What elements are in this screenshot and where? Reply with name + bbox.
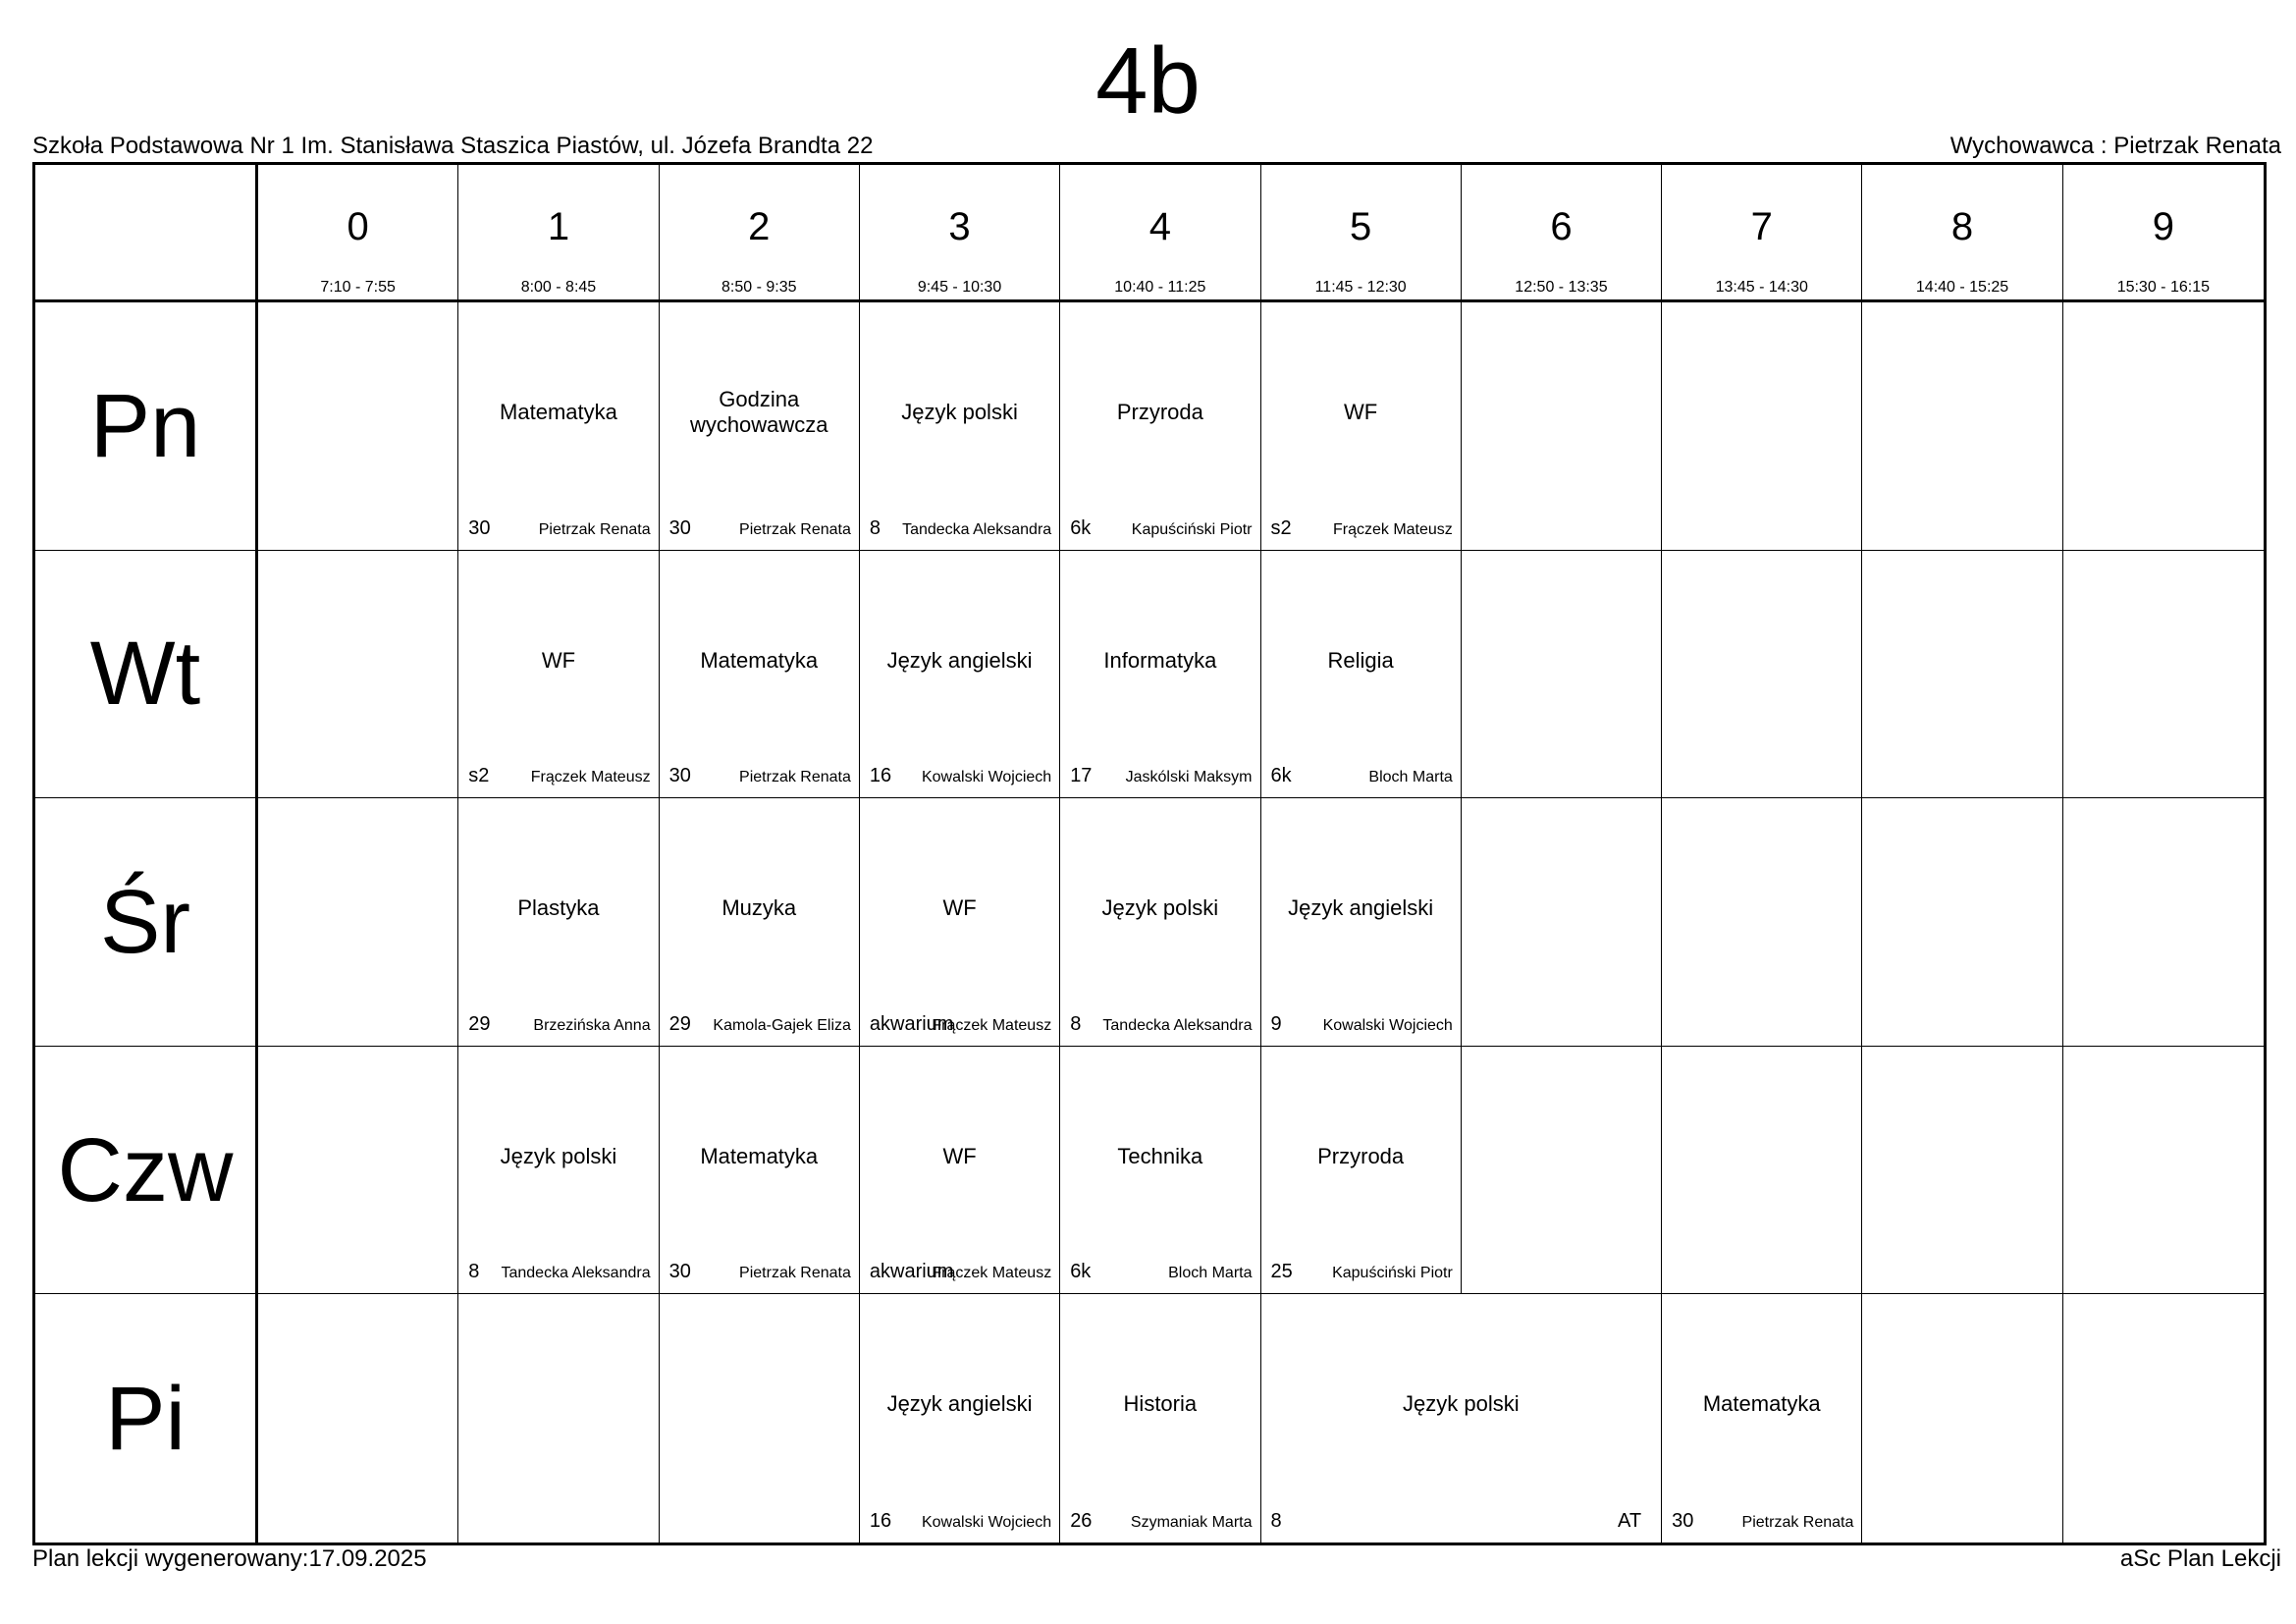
lesson-room: 17 xyxy=(1070,765,1093,787)
day-cell-czw xyxy=(35,1047,258,1295)
lesson-cell[interactable] xyxy=(1060,302,1260,551)
lesson-cell[interactable] xyxy=(1060,1294,1260,1543)
school-name: Szkoła Podstawowa Nr 1 Im. Stanisława Staszica Piastów, ul. Józefa Brandta 22 xyxy=(32,133,874,159)
period-time: 7:10 - 7:55 xyxy=(320,279,396,296)
lesson-teacher: Kowalski Wojciech xyxy=(921,1514,1052,1531)
lesson-room: 30 xyxy=(468,516,491,539)
lesson-room: s2 xyxy=(1270,516,1292,539)
lesson-cell[interactable] xyxy=(660,302,860,551)
empty-cell xyxy=(2063,551,2264,799)
empty-cell xyxy=(1462,1047,1662,1295)
lesson-teacher: Pietrzak Renata xyxy=(739,520,851,538)
lesson-cell[interactable] xyxy=(458,798,659,1047)
empty-cell xyxy=(1462,302,1662,551)
day-cell-pn xyxy=(35,302,258,551)
lesson-room: 16 xyxy=(869,765,892,787)
day-cell-pi xyxy=(35,1294,258,1543)
period-time: 11:45 - 12:30 xyxy=(1314,279,1407,296)
lesson-subject: Muzyka xyxy=(721,895,797,921)
lesson-teacher: Pietrzak Renata xyxy=(538,520,651,538)
lesson-subject: Plastyka xyxy=(517,895,600,921)
lesson-room: 26 xyxy=(1070,1510,1093,1532)
lesson-room: 6k xyxy=(1070,1261,1092,1283)
lesson-cell[interactable] xyxy=(660,551,860,799)
lesson-subject: Język angielski xyxy=(886,1391,1033,1417)
lesson-cell[interactable] xyxy=(1060,1047,1260,1295)
empty-cell xyxy=(1862,1047,2062,1295)
period-number: 4 xyxy=(1148,205,1171,248)
lesson-teacher: Kapuściński Piotr xyxy=(1131,520,1253,538)
lesson-subject: Język angielski xyxy=(886,647,1033,673)
lesson-cell[interactable] xyxy=(1060,798,1260,1047)
software-name: aSc Plan Lekcji xyxy=(2119,1545,2281,1572)
period-number: 2 xyxy=(748,205,771,248)
lesson-room: 29 xyxy=(668,1012,691,1035)
lesson-teacher: Kowalski Wojciech xyxy=(921,769,1052,786)
period-number: 5 xyxy=(1350,205,1372,248)
period-header-4 xyxy=(1060,165,1260,302)
lesson-room: 30 xyxy=(668,516,691,539)
lesson-teacher: AT xyxy=(1618,1510,1642,1532)
lesson-cell[interactable] xyxy=(1261,302,1462,551)
lesson-subject: Informatyka xyxy=(1103,647,1217,673)
empty-cell xyxy=(458,1294,659,1543)
period-header-8 xyxy=(1862,165,2062,302)
corner-cell xyxy=(35,165,258,302)
lesson-cell-double[interactable] xyxy=(1261,1294,1663,1543)
empty-cell xyxy=(1662,302,1862,551)
timetable-grid xyxy=(32,162,2267,1545)
lesson-teacher: Tandecka Aleksandra xyxy=(1102,1016,1253,1034)
lesson-subject: Język polski xyxy=(901,400,1018,424)
empty-cell xyxy=(1862,798,2062,1047)
lesson-teacher: Pietrzak Renata xyxy=(739,1265,851,1282)
empty-cell xyxy=(2063,302,2264,551)
lesson-cell[interactable] xyxy=(860,551,1060,799)
period-number: 9 xyxy=(2152,205,2174,248)
lesson-subject: Matematyka xyxy=(1702,1391,1821,1417)
lesson-teacher: Jaskólski Maksym xyxy=(1125,769,1253,786)
lesson-room: 30 xyxy=(668,765,691,787)
lesson-teacher: Kowalski Wojciech xyxy=(1322,1016,1453,1034)
lesson-subject: WF xyxy=(1344,400,1378,424)
lesson-teacher: Frączek Mateusz xyxy=(932,1265,1052,1282)
empty-cell xyxy=(2063,1294,2264,1543)
lesson-subject: Język angielski xyxy=(1288,895,1434,921)
lesson-cell[interactable] xyxy=(1662,1294,1862,1543)
lesson-cell[interactable] xyxy=(458,302,659,551)
empty-cell xyxy=(258,551,458,799)
lesson-cell[interactable] xyxy=(860,302,1060,551)
period-header-3 xyxy=(860,165,1060,302)
lesson-cell[interactable] xyxy=(458,1047,659,1295)
period-header-9 xyxy=(2063,165,2264,302)
lesson-cell[interactable] xyxy=(860,1294,1060,1543)
lesson-subject: Matematyka xyxy=(700,1143,819,1168)
lesson-cell[interactable] xyxy=(1261,798,1462,1047)
period-header-1 xyxy=(458,165,659,302)
period-number: 7 xyxy=(1750,205,1773,248)
lesson-cell[interactable] xyxy=(1060,551,1260,799)
empty-cell xyxy=(1862,551,2062,799)
period-time: 8:50 - 9:35 xyxy=(721,279,797,296)
day-label: Pi xyxy=(105,1368,186,1469)
period-time: 8:00 - 8:45 xyxy=(520,279,597,296)
empty-cell xyxy=(1462,551,1662,799)
lesson-subject: WF xyxy=(942,895,977,921)
lesson-cell[interactable] xyxy=(1261,551,1462,799)
empty-cell xyxy=(258,1294,458,1543)
period-time: 12:50 - 13:35 xyxy=(1515,279,1608,296)
page-title: 4b xyxy=(1095,28,1201,134)
lesson-room: 8 xyxy=(468,1261,480,1283)
lesson-teacher: Bloch Marta xyxy=(1368,769,1453,786)
lesson-subject: Historia xyxy=(1123,1391,1198,1417)
empty-cell xyxy=(258,1047,458,1295)
lesson-teacher: Tandecka Aleksandra xyxy=(501,1265,651,1282)
lesson-room: 25 xyxy=(1270,1261,1293,1283)
period-number: 1 xyxy=(547,205,570,248)
empty-cell xyxy=(1662,1047,1862,1295)
lesson-room: 8 xyxy=(869,516,881,539)
period-time: 10:40 - 11:25 xyxy=(1114,279,1206,296)
lesson-teacher: Brzezińska Anna xyxy=(533,1016,651,1034)
day-label: Czw xyxy=(57,1119,234,1220)
lesson-subject: Godzina wychowawcza xyxy=(689,387,828,437)
lesson-room: 8 xyxy=(1070,1012,1082,1035)
empty-cell xyxy=(2063,798,2264,1047)
lesson-subject: Technika xyxy=(1117,1143,1203,1168)
lesson-subject: Przyroda xyxy=(1116,400,1203,424)
day-label: Śr xyxy=(100,871,190,972)
lesson-room: 6k xyxy=(1270,765,1292,787)
lesson-cell[interactable] xyxy=(1261,1047,1462,1295)
period-number: 3 xyxy=(948,205,971,248)
empty-cell xyxy=(1462,798,1662,1047)
period-header-0 xyxy=(258,165,458,302)
day-cell-wt xyxy=(35,551,258,799)
lesson-subject: Język polski xyxy=(1403,1391,1520,1417)
lesson-teacher: Kapuściński Piotr xyxy=(1332,1265,1453,1282)
empty-cell xyxy=(258,302,458,551)
lesson-room: s2 xyxy=(468,765,490,787)
period-number: 6 xyxy=(1550,205,1573,248)
period-header-5 xyxy=(1261,165,1462,302)
period-time: 14:40 - 15:25 xyxy=(1915,279,2009,296)
empty-cell xyxy=(1662,551,1862,799)
lesson-subject: Matematyka xyxy=(700,647,819,673)
empty-cell xyxy=(1862,302,2062,551)
lesson-subject: Język polski xyxy=(500,1143,617,1168)
lesson-subject: WF xyxy=(942,1143,977,1168)
lesson-cell[interactable] xyxy=(860,1047,1060,1295)
lesson-teacher: Kamola-Gajek Eliza xyxy=(713,1016,851,1034)
lesson-teacher: Szymaniak Marta xyxy=(1130,1514,1253,1531)
lesson-teacher: Tandecka Aleksandra xyxy=(902,520,1052,538)
lesson-cell[interactable] xyxy=(458,551,659,799)
lesson-subject: Matematyka xyxy=(500,400,617,424)
day-label: Pn xyxy=(89,375,201,476)
generated-date: Plan lekcji wygenerowany:17.09.2025 xyxy=(32,1545,427,1572)
lesson-subject: Religia xyxy=(1327,647,1394,673)
lesson-teacher: Bloch Marta xyxy=(1168,1265,1253,1282)
lesson-subject: Język polski xyxy=(1101,895,1219,921)
lesson-teacher: Frączek Mateusz xyxy=(530,769,651,786)
lesson-room: 6k xyxy=(1070,516,1092,539)
lesson-room: 30 xyxy=(668,1261,691,1283)
lesson-teacher: Pietrzak Renata xyxy=(1741,1514,1854,1531)
empty-cell xyxy=(1862,1294,2062,1543)
empty-cell xyxy=(660,1294,860,1543)
lesson-teacher: Pietrzak Renata xyxy=(739,769,851,786)
lesson-teacher: Frączek Mateusz xyxy=(932,1016,1052,1034)
lesson-room: 9 xyxy=(1270,1012,1282,1035)
period-number: 8 xyxy=(1950,205,1974,248)
lesson-room: akwarium xyxy=(869,1012,954,1035)
lesson-room: 8 xyxy=(1270,1510,1282,1532)
lesson-cell[interactable] xyxy=(660,1047,860,1295)
lesson-teacher: Frączek Mateusz xyxy=(1332,520,1453,538)
day-cell-sr xyxy=(35,798,258,1047)
day-label: Wt xyxy=(89,623,201,725)
period-number: 0 xyxy=(347,205,369,248)
empty-cell xyxy=(2063,1047,2264,1295)
period-time: 9:45 - 10:30 xyxy=(917,279,1002,296)
lesson-cell[interactable] xyxy=(860,798,1060,1047)
class-teacher: Wychowawca : Pietrzak Renata xyxy=(1949,133,2281,159)
lesson-room: 30 xyxy=(1672,1510,1694,1532)
period-header-6 xyxy=(1462,165,1662,302)
lesson-subject: WF xyxy=(541,647,576,673)
period-header-2 xyxy=(660,165,860,302)
lesson-room: 16 xyxy=(869,1510,892,1532)
period-time: 13:45 - 14:30 xyxy=(1715,279,1808,296)
period-time: 15:30 - 16:15 xyxy=(2116,279,2210,296)
empty-cell xyxy=(1662,798,1862,1047)
empty-cell xyxy=(258,798,458,1047)
lesson-subject: Przyroda xyxy=(1317,1143,1405,1168)
lesson-cell[interactable] xyxy=(660,798,860,1047)
period-header-7 xyxy=(1662,165,1862,302)
lesson-room: 29 xyxy=(468,1012,491,1035)
lesson-room: akwarium xyxy=(869,1261,954,1283)
